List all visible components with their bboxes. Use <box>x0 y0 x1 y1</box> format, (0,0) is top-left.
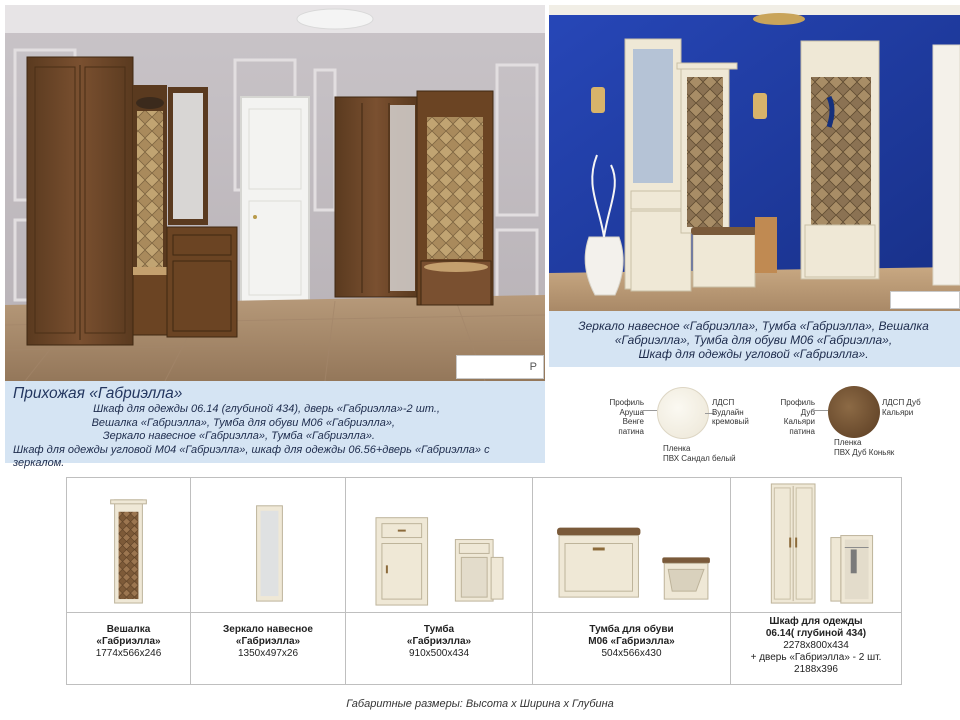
material-white-film: Пленка ПВХ Сандал белый <box>663 444 736 463</box>
caption-cream-set <box>549 311 960 367</box>
product-label-tumba: Тумба «Габриэлла» 910х500х434 <box>406 624 472 659</box>
leader-line <box>643 410 657 411</box>
product-cell-hanger <box>67 478 191 684</box>
price-tag-left: Р <box>456 355 544 379</box>
product-image-wardrobe <box>731 478 901 613</box>
dimensions-footnote: Габаритные размеры: Высота х Ширина х Глубина <box>346 698 614 710</box>
caption-wood-set <box>5 381 545 469</box>
shoe-tumba-illustration <box>533 478 730 612</box>
caption-left-title: Прихожая «Габриэлла» <box>13 385 183 402</box>
product-image-mirror <box>191 478 345 613</box>
product-cell-tumba <box>346 478 533 684</box>
product-cell-wardrobe <box>731 478 901 684</box>
product-cell-mirror <box>191 478 346 684</box>
caption-left-line-3: Зеркало навесное «Габриэлла», Тумба «Габриэлла». <box>102 430 375 442</box>
hallway-photo-wood <box>5 5 545 381</box>
material-oak-profile: Профиль Дуб Кальяри патина <box>780 398 815 436</box>
product-cell-shoe-tumba <box>533 478 731 684</box>
swatch-oak-wood <box>828 386 880 438</box>
price-tag-right <box>890 291 960 309</box>
wardrobe-illustration <box>731 478 901 612</box>
product-image-shoe-tumba <box>533 478 730 613</box>
material-oak-film: Пленка ПВХ Дуб Коньяк <box>834 438 895 457</box>
product-image-hanger <box>67 478 190 613</box>
mirror-illustration <box>191 478 345 612</box>
caption-left-line-4: Шкаф для одежды угловой М04 «Габриэлла», шкаф для одежды 06.56+дверь «Габриэлла» с зеркалом. <box>13 443 490 469</box>
leader-line <box>814 410 828 411</box>
material-white-ldsp: ЛДСП Вудлайн кремовый <box>712 398 749 426</box>
caption-right-line-3: Шкаф для одежды угловой «Габриэлла». <box>638 347 869 361</box>
caption-left-line-2: Вешалка «Габриэлла», Тумба для обуви М06 «Габриэлла», <box>91 416 395 429</box>
hallway-cream-illustration <box>549 5 960 311</box>
material-white-profile: Профиль Аруша Венге патина <box>609 398 644 436</box>
product-table <box>66 477 902 685</box>
product-image-tumba <box>346 478 532 613</box>
product-label-wardrobe: Шкаф для одежды 06.14( глубиной 434) 2278х800х434 + дверь «Габриэлла» - 2 шт. 2188х396 <box>750 616 882 675</box>
tumba-illustration <box>346 478 532 612</box>
caption-right-line-1: Зеркало навесное «Габриэлла», Тумба «Габриэлла», Вешалка <box>578 319 929 333</box>
material-oak-ldsp: ЛДСП Дуб Кальяри <box>882 398 921 417</box>
caption-right-line-2: «Габриэлла», Тумба для обуви М06 «Габриэлла», <box>614 333 893 347</box>
swatch-cream-wood <box>657 387 709 439</box>
hallway-wood-illustration <box>5 5 545 381</box>
caption-left-line-1: Шкаф для одежды 06.14 (глубиной 434), дверь «Габриэлла»-2 шт., <box>93 403 440 415</box>
product-label-mirror: Зеркало навесное «Габриэлла» 1350х497х26 <box>223 624 313 659</box>
product-label-shoe-tumba: Тумба для обуви М06 «Габриэлла» 504х566х430 <box>588 624 675 659</box>
product-label-hanger: Вешалка «Габриэлла» 1774х566х246 <box>95 624 162 659</box>
hanger-illustration <box>67 478 190 612</box>
hallway-photo-cream <box>549 5 960 311</box>
